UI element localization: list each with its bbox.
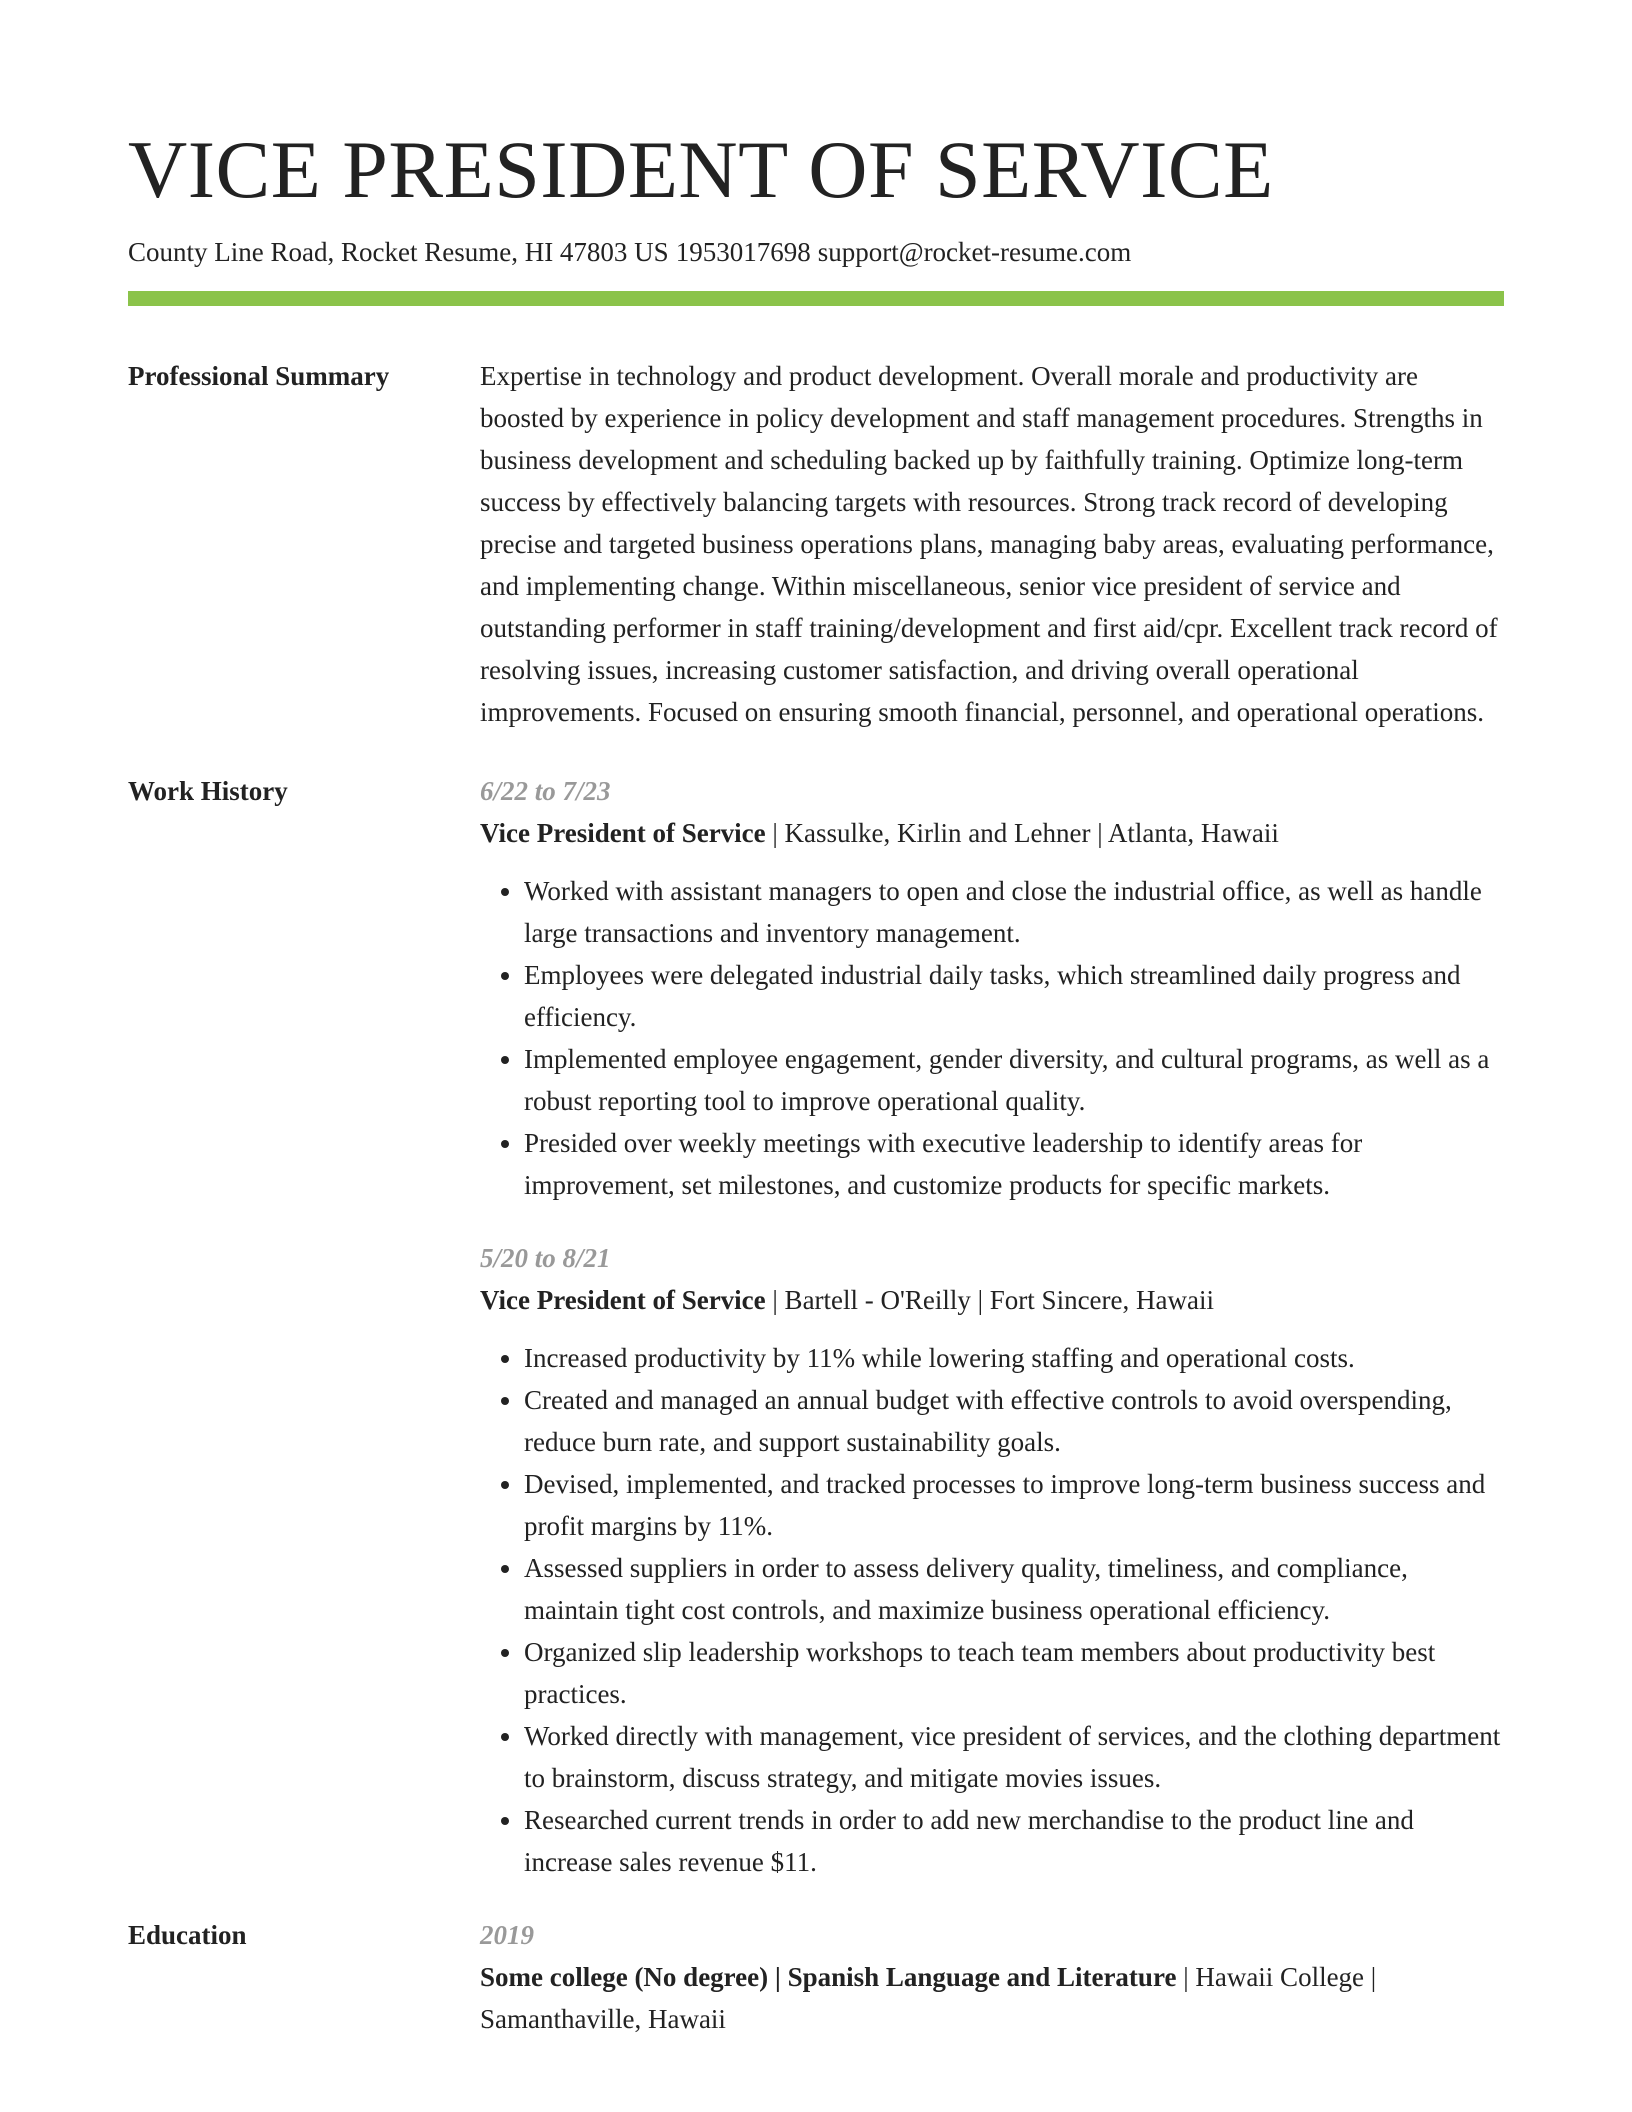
header-divider xyxy=(128,291,1504,306)
job-details: | Kassulke, Kirlin and Lehner | Atlanta, Hawaii xyxy=(765,818,1279,848)
job-heading xyxy=(480,812,1504,854)
work-history-section-title: Work History xyxy=(128,776,288,806)
job-bullet: • Created and managed an annual budget with effective controls to avoid overspending, reduce burn rate, and support sustainability goals. xyxy=(524,1379,1504,1463)
job-bullet: • Worked directly with management, vice president of services, and the clothing department to brainstorm, discuss strategy, and mitigate movies issues. xyxy=(524,1715,1504,1799)
job-bullet: • Assessed suppliers in order to assess delivery quality, timeliness, and compliance, maintain tight cost controls, and maximize business operational efficiency. xyxy=(524,1547,1504,1631)
contact-phone: 1953017698 xyxy=(675,237,811,267)
education-degree: Some college (No degree) | Spanish Language and Literature xyxy=(480,1962,1177,1992)
work-history-body xyxy=(480,770,1504,1883)
job-details: | Bartell - O'Reilly | Fort Sincere, Hawaii xyxy=(765,1285,1214,1315)
job-bullet: • Employees were delegated industrial daily tasks, which streamlined daily progress and efficiency. xyxy=(524,954,1504,1038)
job-entry xyxy=(480,1237,1504,1883)
summary-section xyxy=(128,355,1504,733)
job-bullet: • Worked with assistant managers to open and close the industrial office, as well as handle large transactions and inventory management. xyxy=(524,870,1504,954)
resume-page xyxy=(128,120,1504,2040)
job-bullet: • Researched current trends in order to add new merchandise to the product line and increase sales revenue $11. xyxy=(524,1799,1504,1883)
job-title: Vice President of Service xyxy=(480,818,766,848)
job-bullet: • Increased productivity by 11% while lowering staffing and operational costs. xyxy=(524,1337,1504,1379)
work-history-section xyxy=(128,770,1504,1883)
job-bullet: • Devised, implemented, and tracked processes to improve long-term business success and profit margins by 11%. xyxy=(524,1463,1504,1547)
job-bullet-list xyxy=(480,870,1504,1206)
education-details: | Hawaii College | Samanthaville, Hawaii xyxy=(480,1962,1377,2034)
education-section-title: Education xyxy=(128,1920,247,1950)
job-title: Vice President of Service xyxy=(480,1285,766,1315)
job-bullet: • Implemented employee engagement, gender diversity, and cultural programs, as well as a robust reporting tool to improve operational quality. xyxy=(524,1038,1504,1122)
job-dates: 5/20 to 8/21 xyxy=(480,1243,611,1273)
education-year: 2019 xyxy=(480,1920,534,1950)
summary-text: Expertise in technology and product development. Overall morale and productivity are boosted by experience in policy development and staff management procedures. Strengths in business development and scheduling backed up by faithfully training. Optimize long-term success by effectively balancing targets with resources. Strong track record of developing precise and targeted business operations plans, managing baby areas, evaluating performance, and implementing change. Within miscellaneous, senior vice president of service and outstanding performer in staff training/development and first aid/cpr. Excellent track record of resolving issues, increasing customer satisfaction, and driving overall operational improvements. Focused on ensuring smooth financial, personnel, and operational operations. xyxy=(480,361,1498,727)
job-bullet: • Organized slip leadership workshops to teach team members about productivity best practices. xyxy=(524,1631,1504,1715)
contact-line xyxy=(128,234,1504,270)
contact-email: support@rocket-resume.com xyxy=(817,237,1132,267)
resume-name-heading: VICE PRESIDENT OF SERVICE xyxy=(128,124,1274,215)
contact-address: County Line Road, Rocket Resume, HI 47803 US xyxy=(128,237,669,267)
job-dates: 6/22 to 7/23 xyxy=(480,776,611,806)
education-section xyxy=(128,1914,1504,2040)
summary-section-title: Professional Summary xyxy=(128,361,390,391)
job-entry xyxy=(480,770,1504,1206)
job-bullet-list xyxy=(480,1337,1504,1883)
education-heading xyxy=(480,1956,1504,2040)
education-body xyxy=(480,1914,1504,2040)
job-bullet: • Presided over weekly meetings with executive leadership to identify areas for improvement, set milestones, and customize products for specific markets. xyxy=(524,1122,1504,1206)
job-heading xyxy=(480,1279,1504,1321)
